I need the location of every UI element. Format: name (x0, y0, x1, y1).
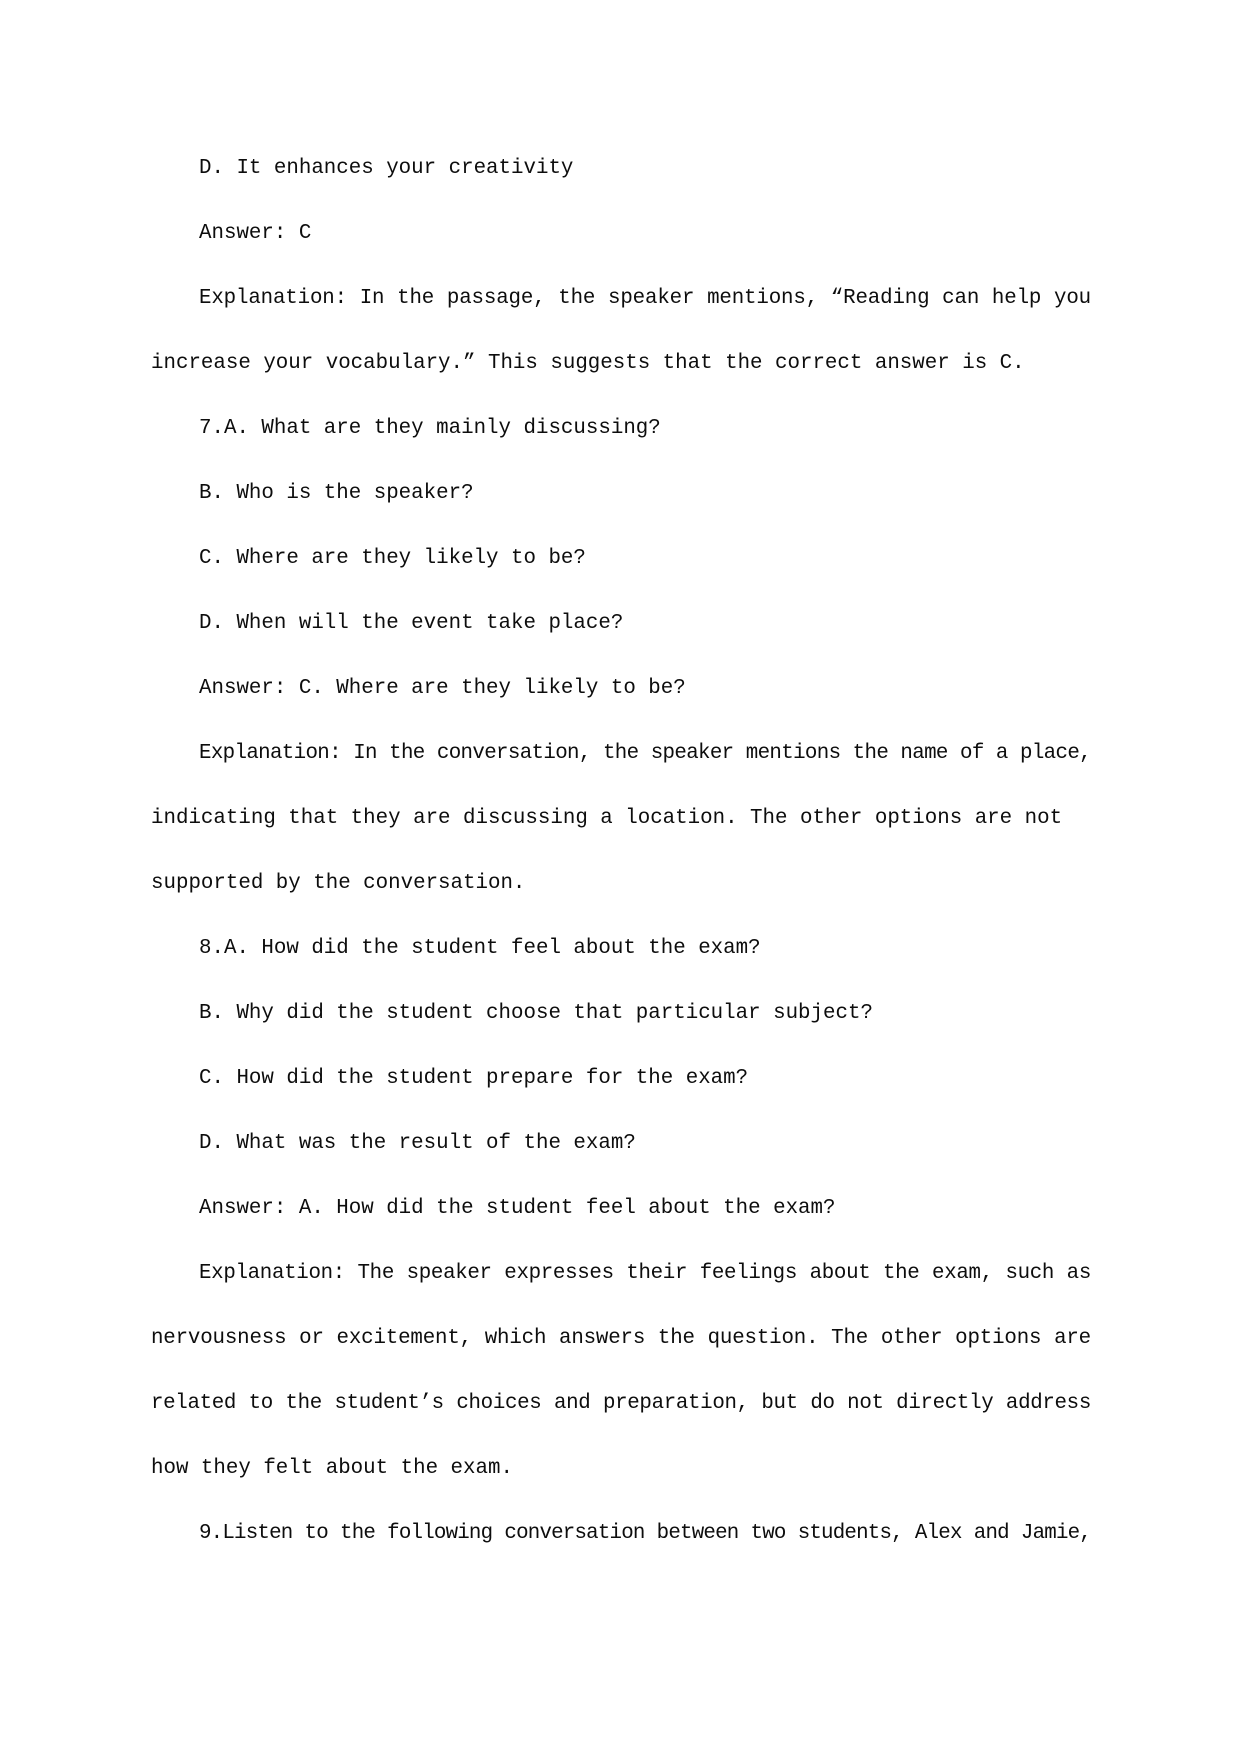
question-7-block (151, 396, 1091, 916)
question-8-option-d: D. What was the result of the exam? (199, 1132, 636, 1155)
question-8-option-a: 8.A. How did the student feel about the exam? (199, 937, 761, 960)
question-8-option-b: B. Why did the student choose that particular subject? (199, 1002, 873, 1025)
question-8-block (151, 916, 1091, 1501)
question-7-option-c: C. Where are they likely to be? (199, 547, 586, 570)
question-9-prompt: 9.Listen to the following conversation between two students, Alex and Jamie, (199, 1522, 1091, 1545)
question-7-option-a: 7.A. What are they mainly discussing? (199, 417, 661, 440)
option-d: D. It enhances your creativity (199, 157, 574, 180)
explanation-line: Explanation: In the conversation, the speaker mentions the name of a place, (199, 742, 1091, 765)
explanation-line: nervousness or excitement, which answers the question. The other options are (151, 1327, 1091, 1350)
answer-line: Answer: C (199, 222, 312, 245)
question-7-option-d: D. When will the event take place? (199, 612, 624, 635)
document-body (151, 136, 1091, 1566)
explanation-line: indicating that they are discussing a location. The other options are not (151, 807, 1063, 830)
question-8-answer: Answer: A. How did the student feel about the exam? (199, 1197, 836, 1220)
explanation-line: related to the student’s choices and preparation, but do not directly address (151, 1392, 1091, 1415)
explanation-line: how they felt about the exam. (151, 1457, 513, 1480)
question-8-option-c: C. How did the student prepare for the exam? (199, 1067, 749, 1090)
explanation-line: Explanation: In the passage, the speaker mentions, “Reading can help you (199, 287, 1091, 310)
explanation-line: increase your vocabulary.” This suggests that the correct answer is C. (151, 352, 1025, 375)
explanation-line: supported by the conversation. (151, 872, 526, 895)
question-9-block (151, 1501, 1091, 1566)
question-7-answer: Answer: C. Where are they likely to be? (199, 677, 686, 700)
question-7-explanation (151, 721, 1091, 916)
question-block-continued (151, 136, 1091, 396)
explanation-paragraph (151, 266, 1091, 396)
explanation-line: Explanation: The speaker expresses their feelings about the exam, such as (199, 1262, 1091, 1285)
question-8-explanation (151, 1241, 1091, 1501)
question-7-option-b: B. Who is the speaker? (199, 482, 474, 505)
